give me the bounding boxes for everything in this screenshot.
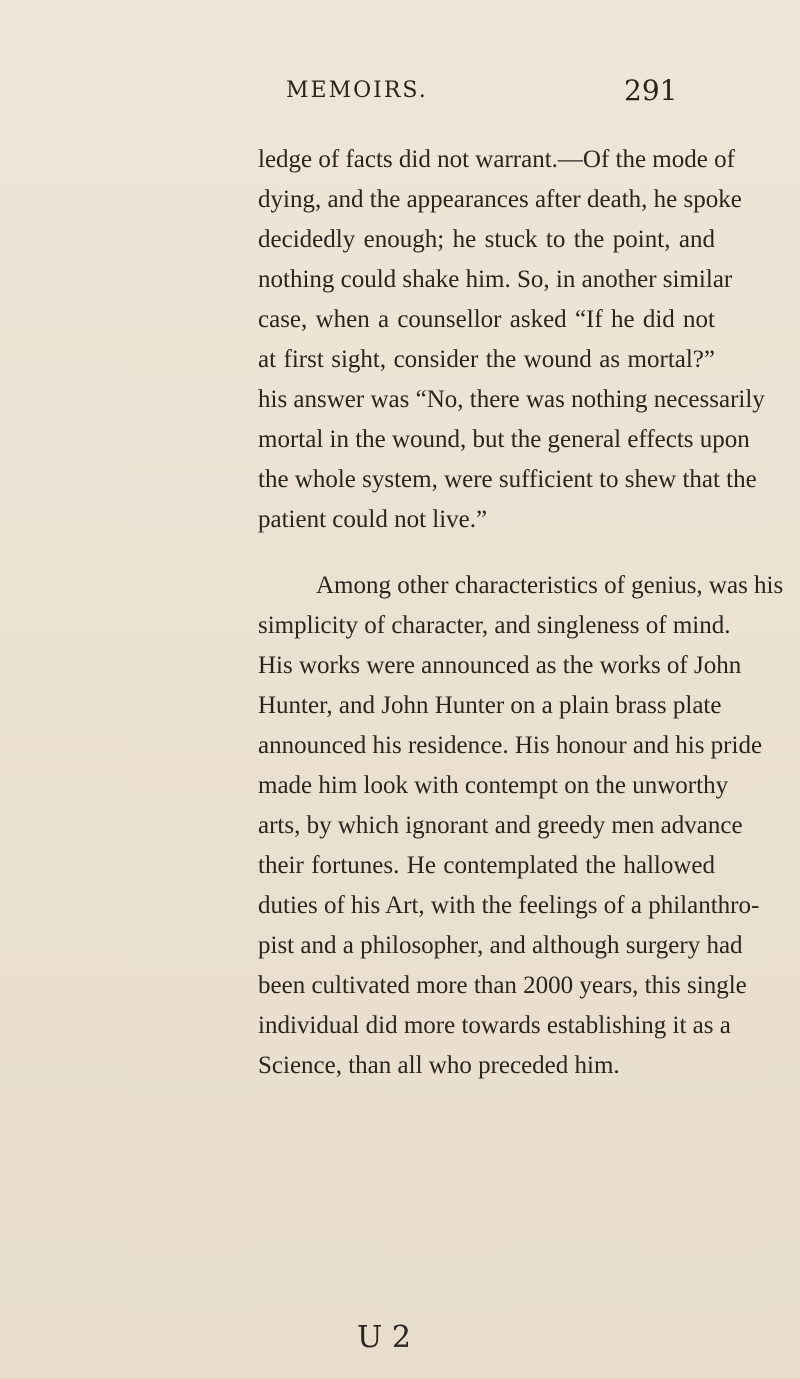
text-line: dying, and the appearances after death, he spoke: [258, 186, 742, 213]
text-line: the whole system, were sufficient to shew that the: [258, 466, 757, 493]
text-line: His works were announced as the works of John: [258, 652, 742, 679]
text-line: Hunter, and John Hunter on a plain brass plate: [258, 692, 722, 719]
text-line: made him look with contempt on the unworthy: [258, 772, 729, 799]
text-line: decidedly enough; he stuck to the point, and: [258, 226, 715, 253]
text-line: simplicity of character, and singleness of mind.: [258, 612, 731, 639]
text-line: case, when a counsellor asked “If he did not: [258, 306, 715, 333]
text-line: arts, by which ignorant and greedy men advance: [258, 812, 743, 839]
text-line: ledge of facts did not warrant.—Of the mode of: [258, 146, 735, 173]
running-title: MEMOIRS.: [286, 78, 428, 103]
text-line: been cultivated more than 2000 years, this single: [258, 972, 747, 999]
text-line: his answer was “No, there was nothing necessarily: [258, 386, 765, 413]
text-line: mortal in the wound, but the general effects upon: [258, 426, 750, 453]
page-number: 291: [624, 74, 678, 107]
running-head: [0, 74, 800, 118]
text-line: Science, than all who preceded him.: [258, 1052, 620, 1079]
text-line: nothing could shake him. So, in another similar: [258, 266, 733, 293]
text-line: duties of his Art, with the feelings of a philanthro-: [258, 892, 760, 919]
signature-mark: U 2: [357, 1320, 411, 1355]
text-line: patient could not live.”: [258, 506, 488, 533]
text-line: pist and a philosopher, and although surgery had: [258, 932, 743, 959]
text-line: their fortunes. He contemplated the hallowed: [258, 852, 715, 879]
text-line: Among other characteristics of genius, was his: [316, 572, 784, 599]
text-line: announced his residence. His honour and his pride: [258, 732, 763, 759]
text-line: at first sight, consider the wound as mortal?”: [258, 346, 715, 373]
text-line: individual did more towards establishing it as a: [258, 1012, 731, 1039]
